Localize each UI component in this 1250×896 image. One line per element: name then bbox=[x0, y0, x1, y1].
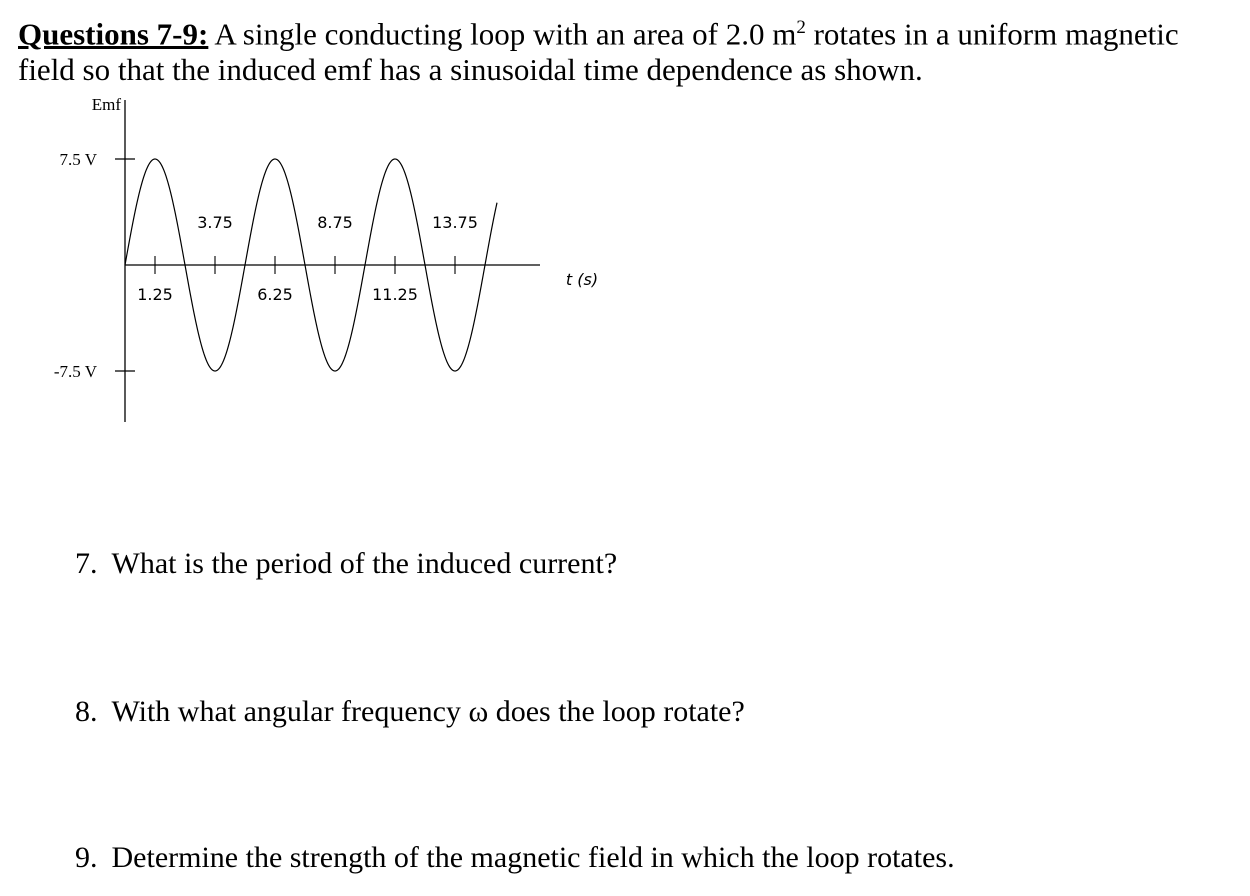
question-9-number: 9. bbox=[75, 841, 98, 874]
emf-graph bbox=[0, 90, 640, 430]
question-7-number: 7. bbox=[75, 547, 98, 580]
question-9 bbox=[75, 840, 955, 876]
y-tick-label: -7.5 V bbox=[53, 362, 97, 381]
question-8-number: 8. bbox=[75, 695, 98, 728]
question-9-text: Determine the strength of the magnetic field in which the loop rotates. bbox=[111, 841, 955, 874]
x-lower-label: 1.25 bbox=[137, 285, 173, 304]
x-lower-label: 6.25 bbox=[257, 285, 293, 304]
graph-axes bbox=[115, 100, 540, 422]
intro-text-2: rotates in a uniform magnetic field so that the induced emf has a sinusoidal time dependence as shown. bbox=[18, 16, 1179, 88]
x-upper-label: 13.75 bbox=[432, 213, 478, 232]
question-7-text: What is the period of the induced current? bbox=[111, 547, 618, 580]
x-upper-label: 8.75 bbox=[317, 213, 353, 232]
x-axis-title: t (s) bbox=[565, 270, 599, 289]
y-tick-label: 7.5 V bbox=[59, 150, 97, 169]
graph-labels bbox=[54, 95, 598, 381]
intro-text-1: A single conducting loop with an area of 2.0 m bbox=[208, 16, 797, 52]
problem-intro bbox=[18, 10, 1233, 88]
question-7 bbox=[75, 546, 617, 582]
question-8 bbox=[75, 694, 745, 730]
x-lower-label: 11.25 bbox=[372, 285, 418, 304]
superscript-two: 2 bbox=[796, 17, 806, 38]
y-axis-title: Emf bbox=[91, 95, 121, 114]
questions-heading: Questions 7-9: bbox=[18, 16, 209, 52]
question-8-text: With what angular frequency ω does the loop rotate? bbox=[111, 695, 745, 728]
x-upper-label: 3.75 bbox=[197, 213, 233, 232]
